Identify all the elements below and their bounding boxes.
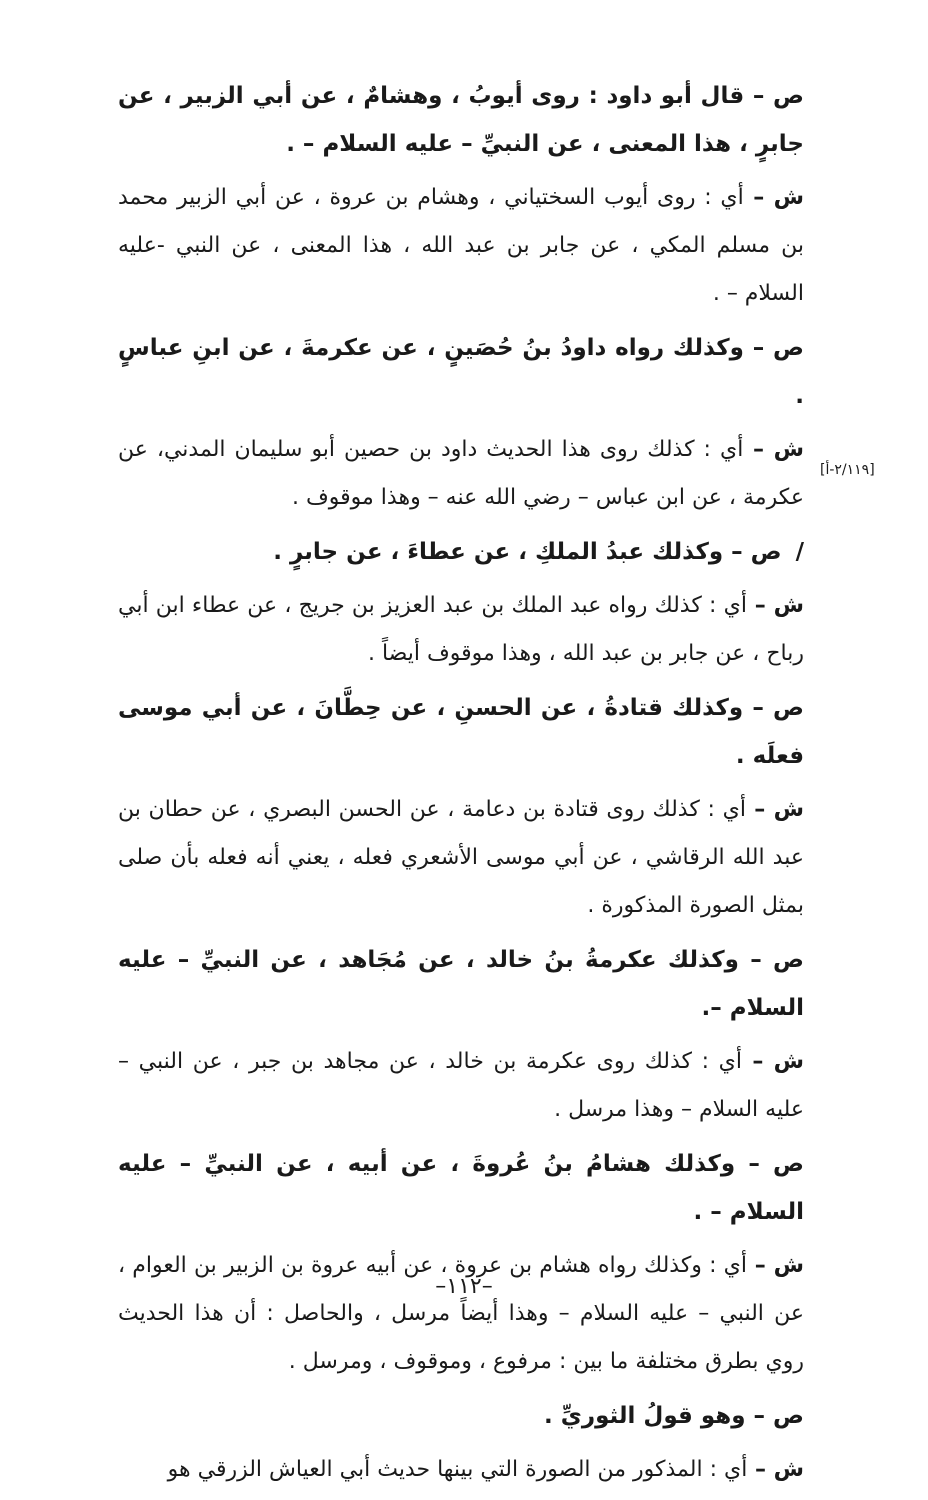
sharh-lead: ش – (743, 185, 805, 210)
sharh-lead: ش – (742, 1049, 804, 1074)
sharh-lead: ش – (747, 1457, 804, 1482)
matn-paragraph: ص – وكذلك عكرمةُ بنُ خالد ، عن مُجَاهد ، عن النبيِّ – عليه السلام –. (118, 947, 804, 1021)
margin-folio-reference: [٢/١١٩-أ] (820, 462, 875, 478)
matn-paragraph: ص – قال أبو داود : روى أيوبُ ، وهشامٌ ، عن أبي الزبير ، عن جابرٍ ، هذا المعنى ، عن النبيِّ – عليه السلام – . (118, 83, 804, 157)
sharh-paragraph (118, 174, 804, 318)
sharh-paragraph (118, 1242, 804, 1386)
sharh-lead: ش – (746, 593, 804, 618)
matn-paragraph: ص – وكذلك قتادةُ ، عن الحسنِ ، عن حِطَّانَ ، عن أبي موسى فعلَه . (118, 695, 804, 769)
sharh-text: أي : وكذلك رواه هشام بن عروة ، عن أبيه عروة بن الزبير بن العوام ، عن النبي – عليه السلام – وهذا أيضاً مرسل ، والحاصل : أن هذا الحديث روي بطرق مختلفة ما بين : مرفوع ، وموقوف ، ومرسل . (118, 1253, 804, 1374)
sharh-text: أي : كذلك روى عكرمة بن خالد ، عن مجاهد بن جبر ، عن النبي – عليه السلام – وهذا مرسل . (118, 1049, 804, 1122)
sharh-text: أي : كذلك روى قتادة بن دعامة ، عن الحسن البصري ، عن حطان بن عبد الله الرقاشي ، عن أبي موسى الأشعري فعله ، يعني أنه فعله بأن صلى بمثل الصورة المذكورة . (118, 797, 804, 918)
sharh-paragraph (118, 1446, 804, 1494)
sharh-paragraph (118, 786, 804, 930)
sharh-lead: ش – (743, 437, 804, 462)
matn-paragraph (118, 528, 804, 576)
sharh-text: أي : روى أيوب السختياني ، وهشام بن عروة ، عن أبي الزبير محمد بن مسلم المكي ، عن جابر بن عبد الله ، هذا المعنى ، عن النبي -عليه السلام – . (118, 185, 804, 306)
matn-paragraph: ص – وكذلك هشامُ بنُ عُروةَ ، عن أبيه ، عن النبيِّ – عليه السلام – . (118, 1151, 804, 1225)
sharh-paragraph (118, 1038, 804, 1134)
sharh-text: أي : كذلك رواه عبد الملك بن عبد العزيز بن جريج ، عن عطاء ابن أبي رباح ، عن جابر بن عبد الله ، وهذا موقوف أيضاً . (118, 593, 804, 666)
matn-paragraph: ص – وكذلك رواه داودُ بنُ حُصَينٍ ، عن عكرمةَ ، عن ابنِ عباسٍ . (118, 335, 804, 409)
matn-paragraph: ص – وهو قولُ الثوريِّ . (544, 1403, 804, 1429)
folio-marker: / (795, 539, 804, 565)
sharh-lead: ش – (746, 1253, 804, 1278)
matn-text: ص – وكذلك عبدُ الملكِ ، عن عطاءَ ، عن جابرٍ . (273, 539, 782, 565)
page-number: –١١٢– (435, 1274, 493, 1299)
sharh-lead: ش – (745, 797, 804, 822)
sharh-paragraph (118, 426, 804, 522)
sharh-text: أي : المذكور من الصورة التي بينها حديث أبي العياش الزرقي هو (167, 1457, 748, 1482)
sharh-text: أي : كذلك روى هذا الحديث داود بن حصين أبو سليمان المدني، عن عكرمة ، عن ابن عباس – رضي الله عنه – وهذا موقوف . (118, 437, 804, 510)
sharh-paragraph (118, 582, 804, 678)
